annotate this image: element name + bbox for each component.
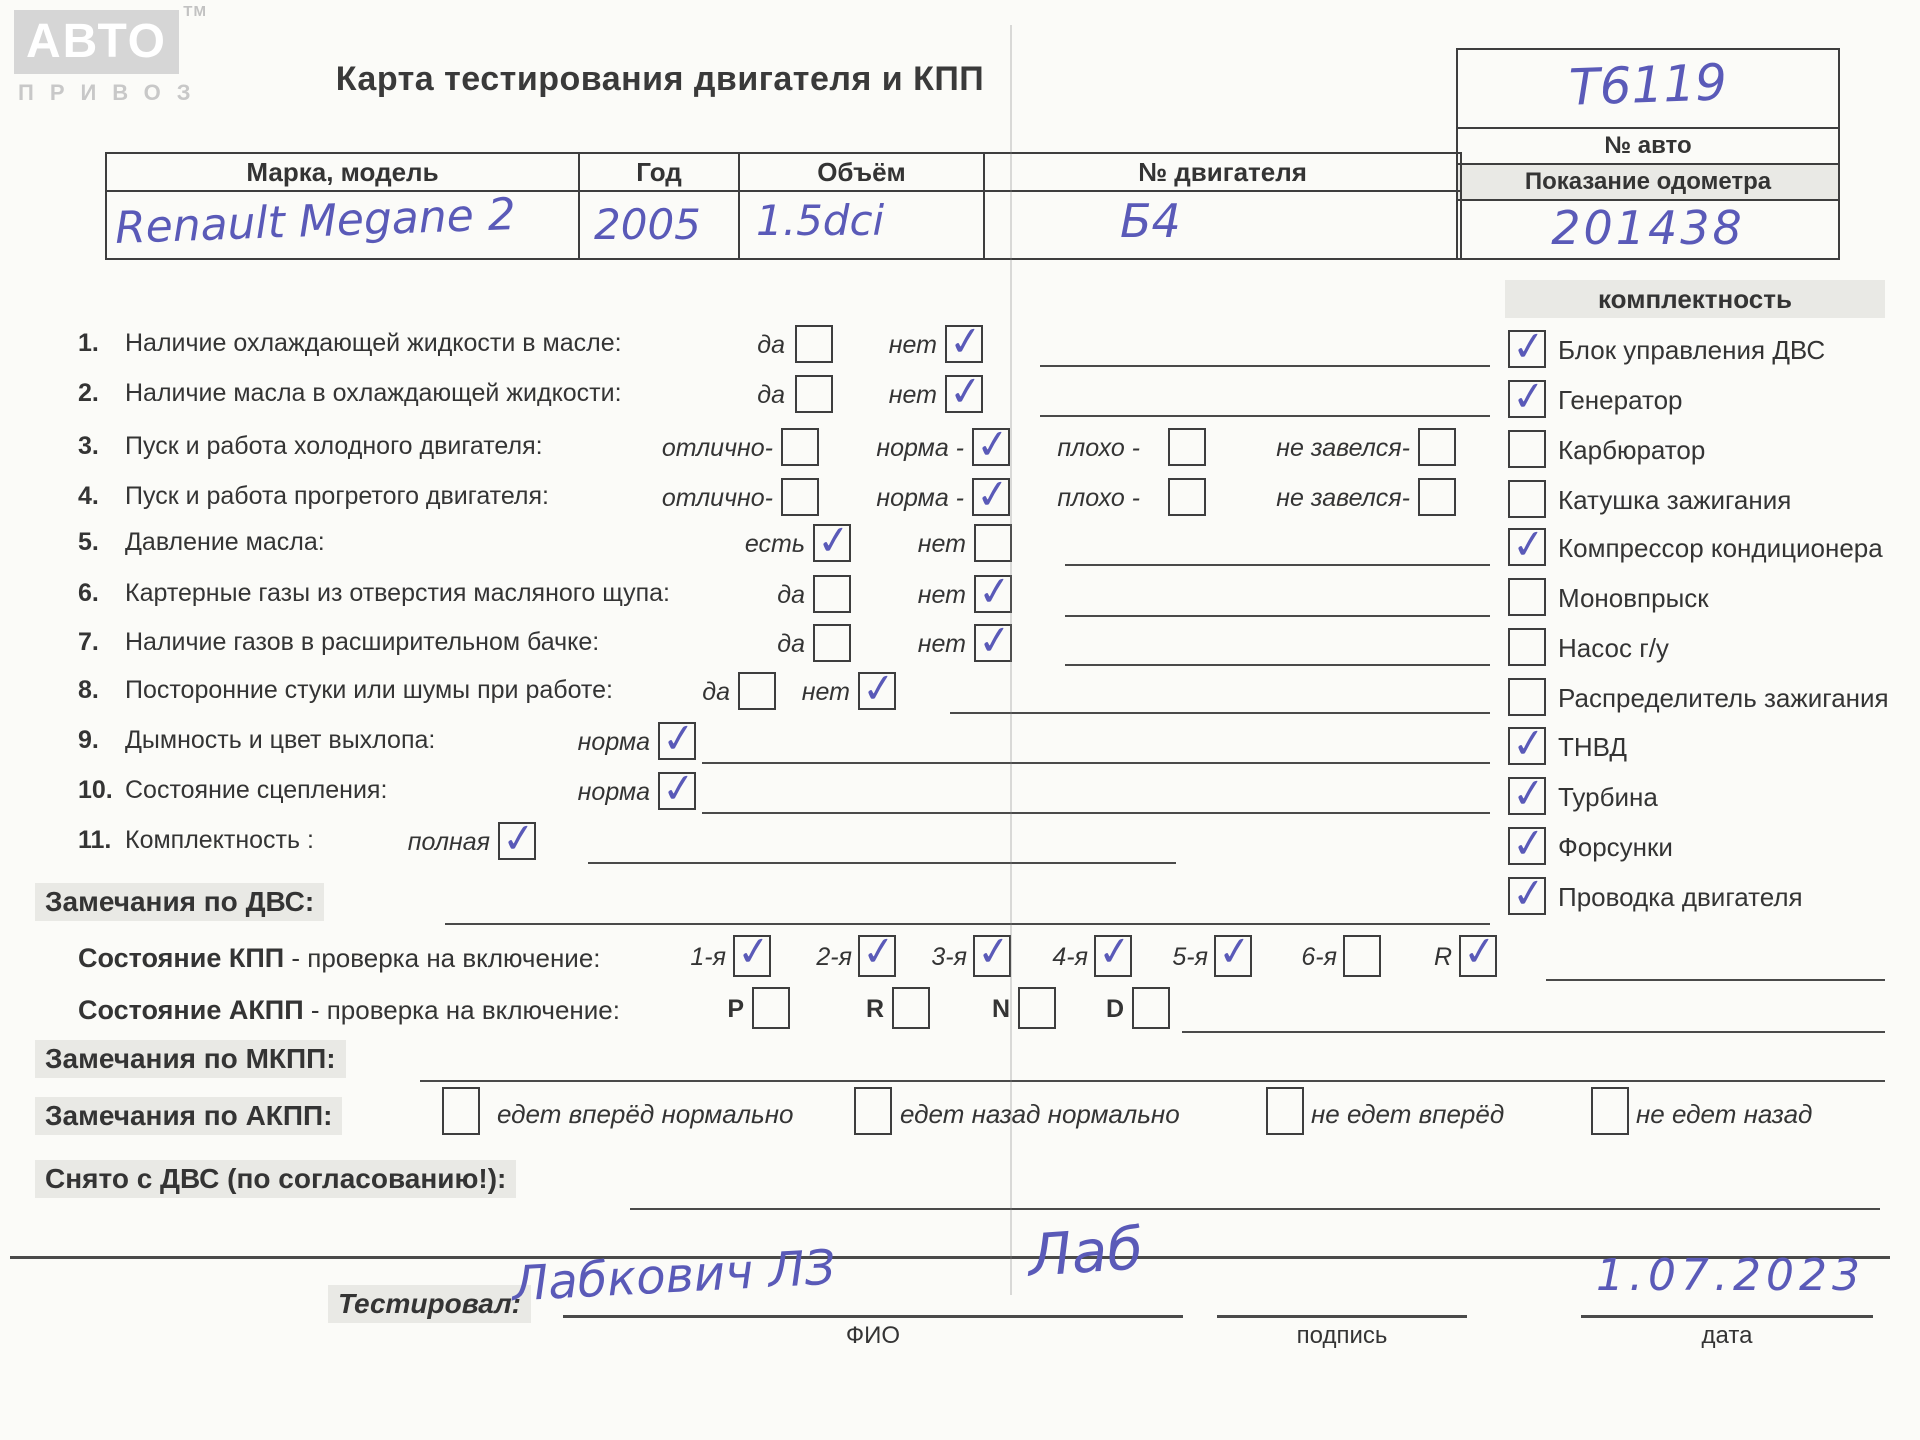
equipment-label: Турбина [1558, 782, 1658, 812]
checkmark-icon: ✓ [1509, 322, 1548, 372]
test-label: Дымность и цвет выхлопа: [125, 726, 436, 754]
signature-handwritten: Лаб [1025, 1214, 1146, 1290]
option-label: не завелся- [1276, 484, 1410, 512]
checkmark-icon: ✓ [499, 814, 538, 864]
checkbox [974, 524, 1012, 562]
cell-engine-no [985, 192, 1460, 258]
checkmark-icon: ✓ [1215, 927, 1254, 977]
checkbox [1343, 935, 1381, 977]
blank-line [1065, 575, 1490, 617]
equipment-label: Карбюратор [1558, 435, 1706, 465]
checkbox [854, 1087, 892, 1135]
gear-label: D [1105, 995, 1124, 1023]
equipment-label: Насос г/у [1558, 633, 1669, 663]
checkbox [892, 987, 930, 1029]
cell-volume [740, 192, 985, 258]
option-label: да [777, 581, 805, 609]
test-label: Давление масла: [125, 528, 325, 556]
test-label: Наличие масла в охлаждающей жидкости: [125, 379, 622, 407]
blank-line [702, 722, 1490, 764]
equipment-label: ТНВД [1558, 732, 1628, 762]
checkmark-icon: ✓ [1095, 927, 1134, 977]
checkbox [858, 664, 898, 714]
year-handwritten: 2005 [594, 200, 701, 249]
trademark-label: ТМ [183, 3, 207, 20]
test-row-9 [0, 714, 1920, 766]
gear-label: R [1433, 943, 1452, 971]
signature-line [1217, 1277, 1467, 1318]
fio-caption: ФИО [845, 1322, 901, 1349]
akpp-row [0, 987, 1920, 1031]
akpp-label [78, 995, 620, 1026]
checkbox [795, 375, 833, 413]
test-label: Картерные газы из отверстия масляного щупа: [125, 579, 670, 607]
checkbox [1418, 428, 1456, 466]
blank-line [588, 822, 1176, 864]
tested-by-label: Тестировал: [328, 1285, 531, 1323]
option-label: нет [801, 678, 850, 706]
test-number: 6. [78, 579, 99, 607]
test-row-7 [0, 616, 1920, 668]
volume-handwritten: 1.5dci [756, 196, 885, 245]
checkmark-icon: ✓ [946, 367, 985, 417]
test-row-6 [0, 567, 1920, 619]
test-number: 5. [78, 528, 99, 556]
option-label: плохо - [1057, 484, 1140, 512]
mkpp-remarks-label: Замечания по МКПП: [35, 1040, 346, 1078]
odometer-cell [1458, 201, 1838, 256]
blank-line [630, 1168, 1880, 1210]
checkbox [498, 814, 538, 864]
checkbox [1418, 478, 1456, 516]
col-header-volume: Объём [740, 154, 985, 192]
checkbox [1459, 927, 1499, 977]
fio-handwritten: Лабкович ЛЗ [510, 1239, 837, 1313]
option-label: норма - [876, 434, 964, 462]
checkmark-icon: ✓ [1509, 520, 1548, 570]
checkmark-icon: ✓ [1460, 927, 1499, 977]
option-label: плохо - [1057, 434, 1140, 462]
checkbox [945, 367, 985, 417]
akpp-label-bold: Состояние АКПП [78, 995, 304, 1025]
date-caption: дата [1701, 1322, 1753, 1349]
option-label: не едет назад [1636, 1099, 1813, 1129]
test-row-2 [0, 367, 1920, 419]
checkbox [945, 317, 985, 367]
logo [14, 3, 207, 106]
gear-label: 2-я [816, 943, 852, 971]
test-label: Наличие газов в расширительном бачке: [125, 628, 600, 656]
test-label: Посторонние стуки или шумы при работе: [125, 676, 613, 704]
checkmark-icon: ✓ [1509, 819, 1548, 869]
equipment-label: Распределитель зажигания [1558, 683, 1889, 713]
checkmark-icon: ✓ [973, 470, 1012, 520]
checkbox [1168, 428, 1206, 466]
checkbox [974, 616, 1014, 666]
equipment-label: Катушка зажигания [1558, 485, 1792, 515]
checkmark-icon: ✓ [859, 664, 898, 714]
mkpp-remarks-row [0, 1040, 1920, 1084]
option-label: не едет вперёд [1311, 1099, 1505, 1129]
checkbox [752, 987, 790, 1029]
checkmark-icon: ✓ [975, 616, 1014, 666]
test-row-10 [0, 764, 1920, 816]
gear-label: 5-я [1172, 943, 1208, 971]
test-row-8 [0, 664, 1920, 716]
test-row-3 [0, 420, 1920, 472]
gear-label: R [865, 995, 884, 1023]
option-label: нет [888, 331, 937, 359]
option-label: да [757, 331, 785, 359]
signature-caption: подпись [1296, 1322, 1388, 1349]
test-row-1 [0, 317, 1920, 369]
test-label: Пуск и работа прогретого двигателя: [125, 482, 549, 510]
test-number: 3. [78, 432, 99, 460]
akpp-remarks-label: Замечания по АКПП: [35, 1097, 342, 1135]
option-label: норма [577, 728, 650, 756]
option-label: норма [577, 778, 650, 806]
test-label: Пуск и работа холодного двигателя: [125, 432, 543, 460]
vehicle-number-box [1456, 48, 1840, 260]
logo-avto [14, 3, 207, 74]
kpp-label-bold: Состояние КПП [78, 943, 285, 973]
checkmark-icon: ✓ [1509, 372, 1548, 422]
auto-number-label: № авто [1458, 129, 1838, 165]
option-label: отлично- [661, 484, 773, 512]
option-label: нет [888, 381, 937, 409]
equipment-label: Форсунки [1558, 832, 1673, 862]
gear-label: 6-я [1301, 943, 1337, 971]
blank-line [420, 1040, 1885, 1082]
checkbox [1591, 1087, 1629, 1135]
checkbox [738, 672, 776, 710]
option-label: да [702, 678, 730, 706]
make-model-handwritten: Renault Megane 2 [114, 189, 517, 254]
blank-line [702, 772, 1490, 814]
gear-label: P [727, 995, 744, 1023]
checkmark-icon: ✓ [814, 516, 853, 566]
checkmark-icon: ✓ [659, 764, 698, 814]
equipment-label: Блок управления ДВС [1558, 335, 1826, 365]
logo-privoz: ПРИВОЗ [18, 80, 207, 105]
test-number: 1. [78, 329, 99, 357]
equipment-label: Генератор [1558, 385, 1683, 415]
checkbox [442, 1087, 480, 1135]
test-number: 9. [78, 726, 99, 754]
removed-label: Снято с ДВС (по согласованию!): [35, 1160, 516, 1198]
equipment-label: Моновпрыск [1558, 583, 1709, 613]
test-row-11 [0, 814, 1920, 866]
odometer-header: Показание одометра [1458, 165, 1838, 201]
option-label: нет [917, 581, 966, 609]
gear-label: 4-я [1052, 943, 1088, 971]
equipment-label: Компрессор кондиционера [1558, 533, 1883, 563]
cell-make-model [107, 189, 580, 258]
checkbox [658, 714, 698, 764]
checkbox [1266, 1087, 1304, 1135]
kpp-row [0, 927, 1920, 979]
option-label: отлично- [661, 434, 773, 462]
checkmark-icon: ✓ [974, 927, 1013, 977]
option-label: да [777, 630, 805, 658]
removed-row [0, 1160, 1920, 1212]
option-label: норма - [876, 484, 964, 512]
checkmark-icon: ✓ [1509, 769, 1548, 819]
blank-line [1546, 935, 1885, 981]
akpp-remarks-row [0, 1085, 1920, 1145]
test-number: 10. [78, 776, 113, 804]
scan-fold-artifact [1010, 25, 1012, 1295]
test-label: Состояние сцепления: [125, 776, 388, 804]
akpp-label-rest: - проверка на включение: [303, 995, 620, 1025]
option-label: едет назад нормально [900, 1099, 1180, 1129]
checkmark-icon: ✓ [859, 927, 898, 977]
checkmark-icon: ✓ [1509, 869, 1548, 919]
logo-text: АВТО [26, 15, 167, 68]
blank-line [950, 672, 1490, 714]
date-handwritten: 1.07.2023 [1596, 1250, 1865, 1301]
dvs-remarks-row [0, 883, 1920, 927]
auto-number-handwritten: Т6119 [1568, 53, 1728, 117]
col-header-make-model: Марка, модель [107, 154, 580, 192]
engine-no-handwritten: Б4 [1120, 194, 1181, 248]
option-label: не завелся- [1276, 434, 1410, 462]
checkbox [813, 624, 851, 662]
checkbox [1214, 927, 1254, 977]
checkbox [972, 470, 1012, 520]
test-number: 2. [78, 379, 99, 407]
option-label: нет [917, 630, 966, 658]
checkbox [813, 575, 851, 613]
checkbox [1132, 987, 1170, 1029]
test-label: Наличие охлаждающей жидкости в масле: [125, 329, 622, 357]
checkbox [658, 764, 698, 814]
checkmark-icon: ✓ [734, 927, 773, 977]
auto-number-cell [1458, 50, 1838, 129]
checkbox [795, 325, 833, 363]
vehicle-table [105, 152, 1462, 260]
blank-line [1065, 524, 1490, 566]
option-label: нет [917, 530, 966, 558]
test-number: 8. [78, 676, 99, 704]
page-title: Карта тестирования двигателя и КПП [335, 60, 985, 98]
test-row-5 [0, 516, 1920, 568]
blank-line [1065, 624, 1490, 666]
gear-label: 3-я [931, 943, 967, 971]
test-row-4 [0, 470, 1920, 522]
equipment-header: комплектность [1505, 280, 1885, 318]
blank-line [1040, 325, 1490, 367]
equipment-label: Проводка двигателя [1558, 882, 1803, 912]
blank-line [1182, 987, 1885, 1033]
gear-label: N [991, 995, 1010, 1023]
col-header-year: Год [580, 154, 740, 192]
test-label: Комплектность : [125, 826, 314, 854]
blank-line [1040, 375, 1490, 417]
test-number: 11. [78, 826, 112, 854]
dvs-remarks-label: Замечания по ДВС: [35, 883, 324, 921]
option-label: есть [744, 530, 805, 558]
checkbox [974, 567, 1014, 617]
checkbox [1168, 478, 1206, 516]
test-number: 4. [78, 482, 99, 510]
checkbox [813, 516, 853, 566]
kpp-label-rest: - проверка на включение: [284, 943, 601, 973]
odometer-handwritten: 201438 [1551, 201, 1745, 255]
checkmark-icon: ✓ [973, 420, 1012, 470]
cell-year [580, 192, 740, 258]
checkmark-icon: ✓ [659, 714, 698, 764]
checkbox [1018, 987, 1056, 1029]
option-label: едет вперёд нормально [497, 1099, 794, 1129]
option-label: да [757, 381, 785, 409]
checkmark-icon: ✓ [946, 317, 985, 367]
blank-line [445, 883, 1490, 925]
checkbox [972, 420, 1012, 470]
kpp-label [78, 943, 601, 974]
checkmark-icon: ✓ [1509, 719, 1548, 769]
test-number: 7. [78, 628, 99, 656]
gear-label: 1-я [690, 943, 726, 971]
option-label: полная [407, 828, 490, 856]
col-header-engine-no: № двигателя [985, 154, 1460, 192]
checkmark-icon: ✓ [975, 567, 1014, 617]
